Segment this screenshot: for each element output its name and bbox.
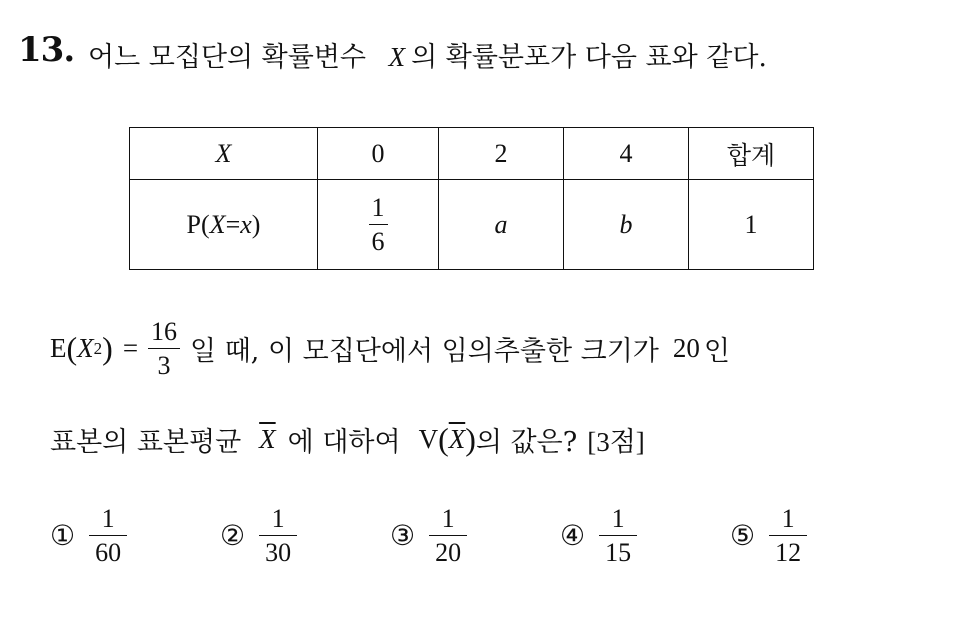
- line2-tail: 의 값은?: [475, 427, 578, 458]
- fraction-numerator: 1: [781, 504, 795, 533]
- intro-text-2: 의 확률분포가 다음 표와 같다.: [411, 42, 767, 73]
- choice-fraction: [259, 505, 297, 567]
- fraction-numerator: 1: [101, 504, 115, 533]
- prob-label-suffix: ): [251, 209, 261, 239]
- fraction-denominator: 3: [157, 351, 171, 381]
- choice-mark: ⑤: [730, 519, 756, 553]
- equals-sign: =: [122, 333, 139, 364]
- fraction-bar: [148, 348, 180, 349]
- header-var-cell: [130, 128, 318, 180]
- table-header-row: [130, 128, 814, 180]
- prob-label-cell: [130, 180, 318, 270]
- question-line-2: [50, 420, 645, 459]
- header-value-cell: 2: [439, 128, 564, 180]
- question-number: 13.: [18, 30, 75, 70]
- choice-fraction: [89, 505, 127, 567]
- variance-paren-open: (: [438, 421, 449, 457]
- choice-5[interactable]: [730, 505, 807, 567]
- prob-label-eq: =: [225, 209, 241, 239]
- condition-text: 일 때, 이 모집단에서 임의추출한 크기가: [190, 336, 659, 368]
- condition-text-tail: 인: [703, 336, 730, 368]
- choice-fraction: [429, 505, 467, 567]
- prob-cell-4: [564, 180, 689, 270]
- prob-cell-0: [318, 180, 439, 270]
- fraction-denominator: 6: [371, 227, 385, 256]
- header-value-cell: 0: [318, 128, 439, 180]
- paren-close: ): [102, 330, 113, 367]
- prob-a: a: [494, 209, 508, 239]
- expectation-label: E: [50, 333, 67, 364]
- fraction-denominator: 12: [775, 538, 802, 568]
- choice-mark: ①: [50, 519, 76, 553]
- condition-line: [50, 318, 730, 380]
- expectation-var: X: [77, 333, 94, 364]
- header-total-cell: 합계: [689, 128, 814, 180]
- sample-size: 20: [672, 333, 700, 364]
- choice-mark: ④: [560, 519, 586, 553]
- exponent: 2: [93, 338, 103, 358]
- prob-cell-2: [439, 180, 564, 270]
- intro-text-1: 어느 모집단의 확률변수: [88, 42, 366, 73]
- choice-mark: ③: [390, 519, 416, 553]
- fraction-bar: [599, 535, 637, 536]
- fraction-denominator: 20: [435, 538, 462, 568]
- fraction-bar: [369, 224, 388, 225]
- fraction-numerator: 1: [271, 504, 285, 533]
- choice-fraction: [769, 505, 807, 567]
- choice-4[interactable]: [560, 505, 637, 567]
- table-prob-row: [130, 180, 814, 270]
- prob-fraction: [369, 194, 388, 256]
- variance-paren-close: ): [465, 421, 476, 457]
- fraction-numerator: 1: [371, 192, 385, 222]
- prob-label-x: x: [240, 209, 252, 239]
- choice-3[interactable]: [390, 505, 467, 567]
- paren-open: (: [66, 330, 78, 367]
- fraction-numerator: 1: [441, 504, 455, 533]
- fraction-numerator: 16: [151, 317, 178, 346]
- variance-symbol: $\overline{X}$: [448, 424, 466, 454]
- fraction-bar: [89, 535, 127, 536]
- variance-label: V: [418, 424, 439, 454]
- condition-fraction: [148, 318, 180, 380]
- header-var: X: [215, 138, 232, 168]
- fraction-bar: [769, 535, 807, 536]
- choice-fraction: [599, 505, 637, 567]
- fraction-denominator: 30: [265, 538, 292, 568]
- prob-label-prefix: P(: [186, 209, 210, 239]
- fraction-bar: [429, 535, 467, 536]
- fraction-denominator: 15: [605, 538, 632, 568]
- sample-mean-symbol: $\overline{X}$: [259, 424, 276, 454]
- choice-1[interactable]: [50, 505, 127, 567]
- prob-label-var: X: [209, 209, 226, 239]
- probability-table: [129, 127, 814, 270]
- fraction-numerator: 1: [611, 504, 625, 533]
- prob-total-cell: 1: [689, 180, 814, 270]
- line2-text-2: 에 대하여: [287, 427, 401, 458]
- header-value-cell: 4: [564, 128, 689, 180]
- question-intro: [88, 35, 767, 74]
- fraction-denominator: 60: [95, 538, 122, 568]
- prob-b: b: [619, 209, 633, 239]
- points-badge: [3점]: [587, 427, 645, 457]
- choice-mark: ②: [220, 519, 246, 553]
- line2-text-1: 표본의 표본평균: [50, 427, 242, 458]
- fraction-bar: [259, 535, 297, 536]
- intro-variable: X: [388, 42, 406, 72]
- choice-2[interactable]: [220, 505, 297, 567]
